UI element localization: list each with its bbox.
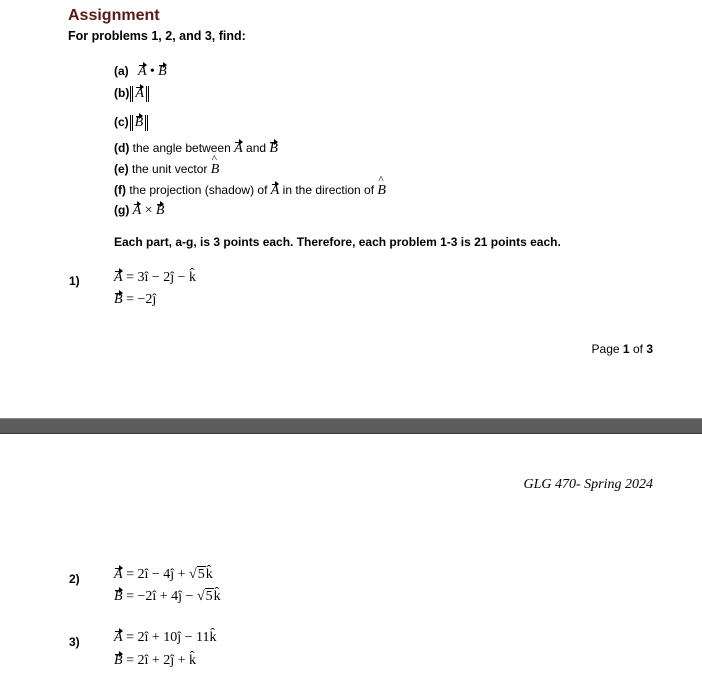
sqrt-term: √5 — [189, 567, 205, 582]
part-a — [114, 64, 167, 80]
part-label: (g) — [114, 203, 130, 217]
problem-1-vector-b — [114, 292, 156, 308]
equation-rhs: = −2ĵ — [126, 292, 157, 307]
cross-operator: × — [144, 203, 153, 218]
part-b — [114, 86, 149, 102]
part-label: (b) — [114, 86, 130, 100]
part-label: (f) — [114, 183, 126, 197]
part-text: and — [246, 141, 267, 155]
equation-rhs-tail: k̂ — [213, 589, 221, 604]
equation-rhs: = 3î − 2ĵ − k̂ — [126, 270, 197, 285]
instructions: For problems 1, 2, and 3, find: — [68, 29, 246, 43]
equation-rhs: = 2î − 4ĵ + — [126, 567, 186, 582]
dot-operator: • — [149, 64, 155, 79]
part-d — [114, 141, 278, 157]
vector-b: B — [134, 115, 144, 130]
part-e — [114, 162, 219, 178]
vector-b: B — [155, 203, 165, 218]
part-label: (d) — [114, 141, 130, 155]
unit-vector-b: ^ B — [377, 183, 386, 199]
part-label: (c) — [114, 115, 129, 129]
sqrt-term: √5 — [196, 589, 213, 604]
problem-3-vector-b — [114, 653, 196, 669]
problem-3-vector-a — [114, 630, 217, 646]
vector-b: B — [114, 292, 123, 307]
equation-rhs: = −2î + 4ĵ − — [126, 589, 194, 604]
part-text: the unit vector — [132, 162, 208, 176]
vector-a: A — [270, 183, 280, 198]
page-break-divider — [0, 418, 702, 434]
vector-b: B — [158, 64, 167, 79]
problem-number: 1) — [69, 274, 80, 288]
course-header: GLG 470- Spring 2024 — [523, 477, 653, 492]
part-text: the projection (shadow) of — [129, 183, 268, 197]
part-text: the angle between — [132, 141, 231, 155]
vector-b: B — [269, 141, 278, 156]
problem-number: 2) — [69, 572, 80, 586]
problem-2-vector-b — [114, 589, 221, 605]
problem-number: 3) — [69, 635, 80, 649]
points-note: Each part, a-g, is 3 points each. Therefore, each problem 1-3 is 21 points each. — [114, 235, 561, 249]
vector-a: A — [132, 203, 142, 218]
vector-a: A — [114, 630, 123, 645]
vector-a: A — [138, 64, 147, 79]
page-indicator — [592, 342, 653, 356]
vector-a: A — [114, 270, 123, 285]
document-title: Assignment — [68, 7, 160, 24]
equation-rhs-tail: k̂ — [205, 567, 213, 582]
page-of: of — [632, 342, 643, 356]
vector-b: B — [114, 589, 123, 604]
unit-vector-b: ^ B — [211, 162, 220, 178]
part-g — [114, 203, 164, 219]
problem-2-vector-a — [114, 567, 213, 583]
vector-a: A — [234, 141, 243, 156]
page-current: 1 — [622, 342, 630, 356]
part-c — [114, 115, 148, 131]
part-label: (e) — [114, 162, 129, 176]
vector-b: B — [114, 653, 123, 668]
sqrt-radicand: 5 — [197, 567, 205, 582]
page-total: 3 — [646, 342, 653, 356]
vector-a: A — [114, 567, 123, 582]
vector-a: A — [135, 86, 144, 101]
page-prefix: Page — [591, 342, 620, 356]
sqrt-radicand: 5 — [205, 589, 213, 604]
equation-rhs: = 2î + 2ĵ + k̂ — [126, 653, 197, 668]
part-text: in the direction of — [282, 183, 375, 197]
problem-1-vector-a — [114, 270, 196, 286]
part-label: (a) — [114, 64, 129, 78]
part-f — [114, 183, 386, 199]
equation-rhs: = 2î + 10ĵ − 11k̂ — [126, 630, 217, 645]
